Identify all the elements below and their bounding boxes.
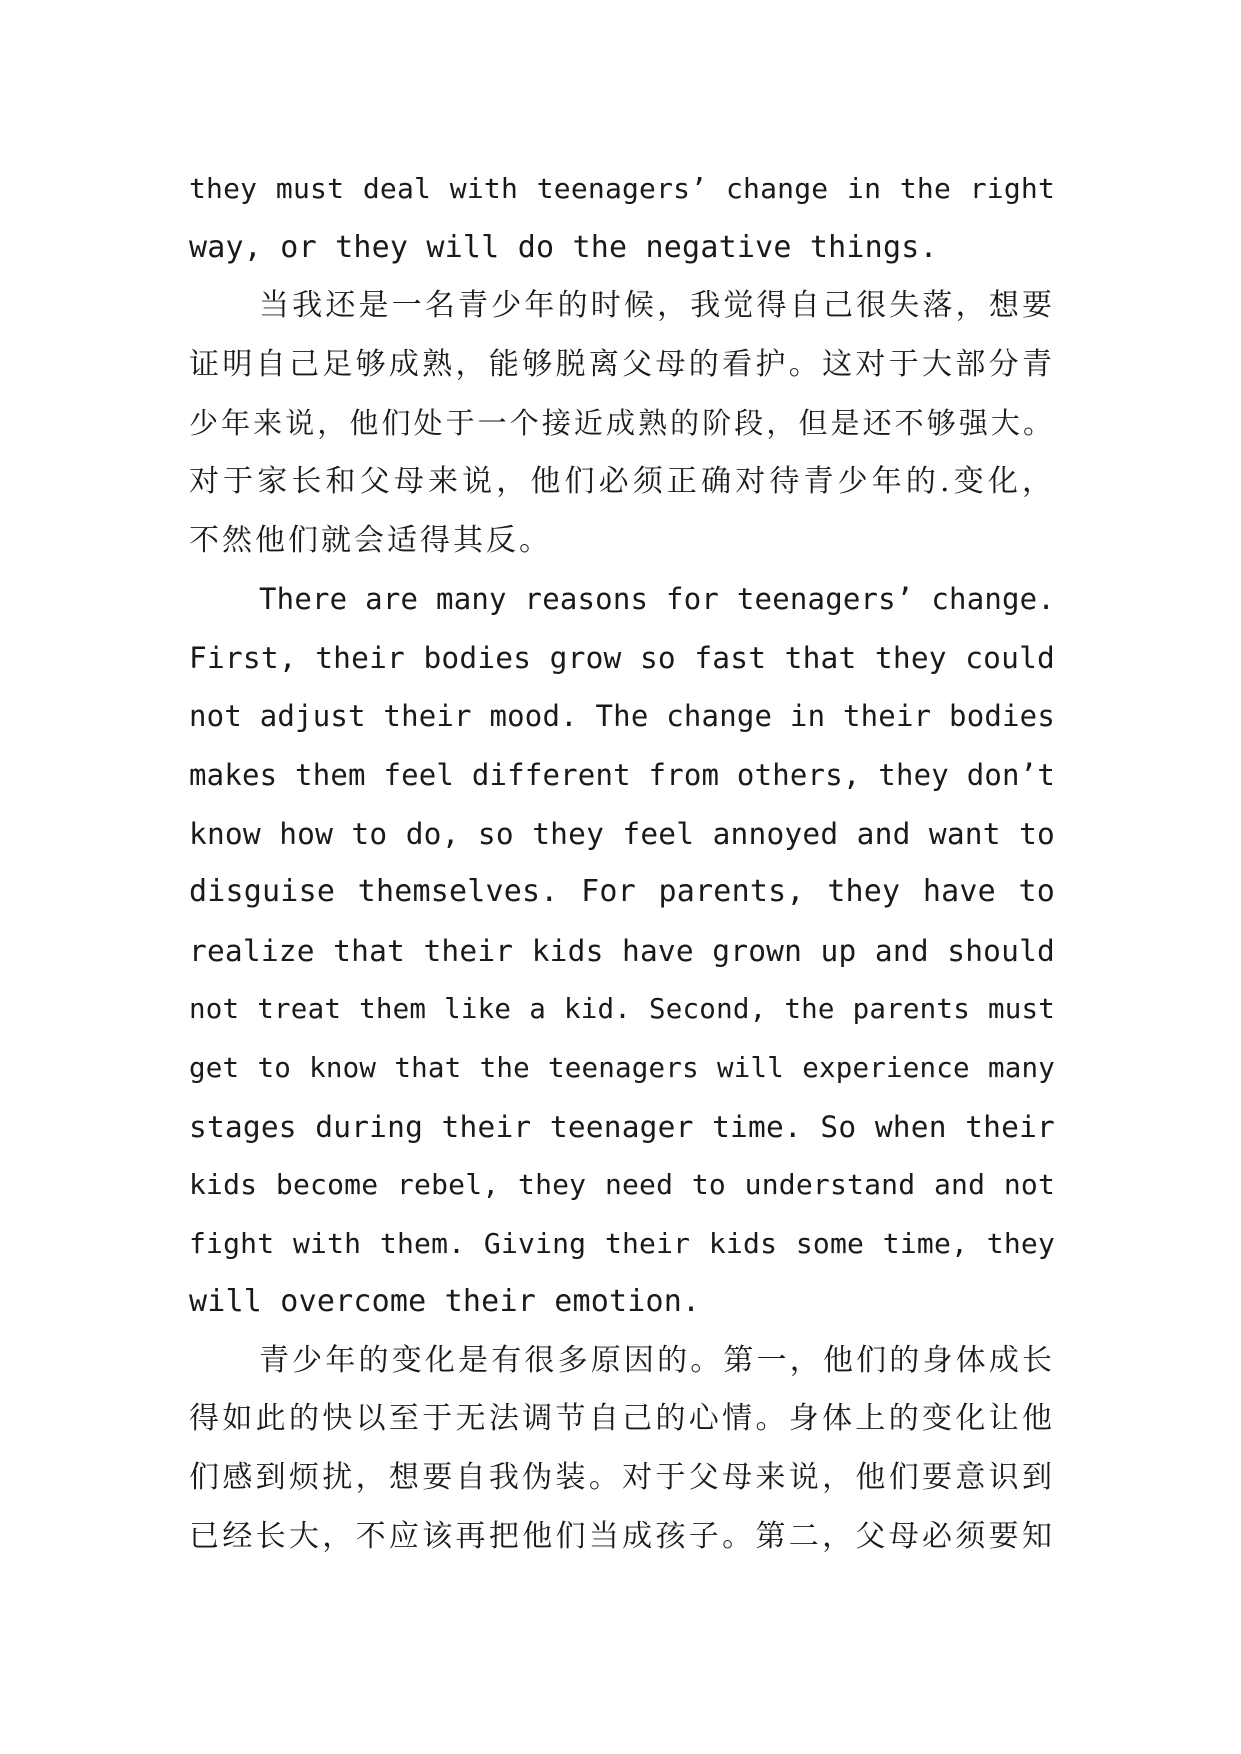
text-line: 不然他们就会适得其反。 [189,522,552,558]
text-line: 青少年的变化是有很多原因的。第一，他们的身体成长 [259,1342,1055,1378]
text-line: not adjust their mood. The change in their bodies [189,699,1055,734]
text-line: not treat them like a kid. Second, the parents must [189,993,1055,1026]
text-line: makes them feel different from others, they don’t [189,757,1055,792]
text-line: way, or they will do the negative things. [189,229,938,265]
text-line: disguise themselves. For parents, they have to [189,874,1055,910]
text-line: know how to do, so they feel annoyed and want to [189,816,1055,851]
text-line: they must deal with teenagers’ change in the right [189,172,1055,205]
text-line: fight with them. Giving their kids some time, they [189,1226,1055,1260]
text-line: will overcome their emotion. [189,1284,701,1320]
text-line: get to know that the teenagers will experience many [189,1051,1055,1084]
text-line: 证明自己足够成熟，能够脱离父母的看护。这对于大部分青 [189,346,1055,382]
text-line: There are many reasons for teenagers’ change. [259,582,1055,617]
text-line: First, their bodies grow so fast that they could [189,640,1055,675]
text-line: stages during their teenager time. So when their [189,1109,1055,1144]
text-line: 得如此的快以至于无法调节自己的心情。身体上的变化让他 [189,1401,1055,1437]
text-line: realize that their kids have grown up and should [189,933,1055,968]
text-line: 对于家长和父母来说，他们必须正确对待青少年的.变化， [189,463,1055,499]
text-line: 少年来说，他们处于一个接近成熟的阶段，但是还不够强大。 [189,406,1055,441]
text-line: 已经长大，不应该再把他们当成孩子。第二，父母必须要知 [189,1518,1055,1554]
text-line: 当我还是一名青少年的时候，我觉得自己很失落，想要 [259,288,1055,324]
document-body [189,160,1055,1566]
text-line: kids become rebel, they need to understand and not [189,1168,1055,1202]
text-line: 们感到烦扰，想要自我伪装。对于父母来说，他们要意识到 [189,1460,1055,1496]
